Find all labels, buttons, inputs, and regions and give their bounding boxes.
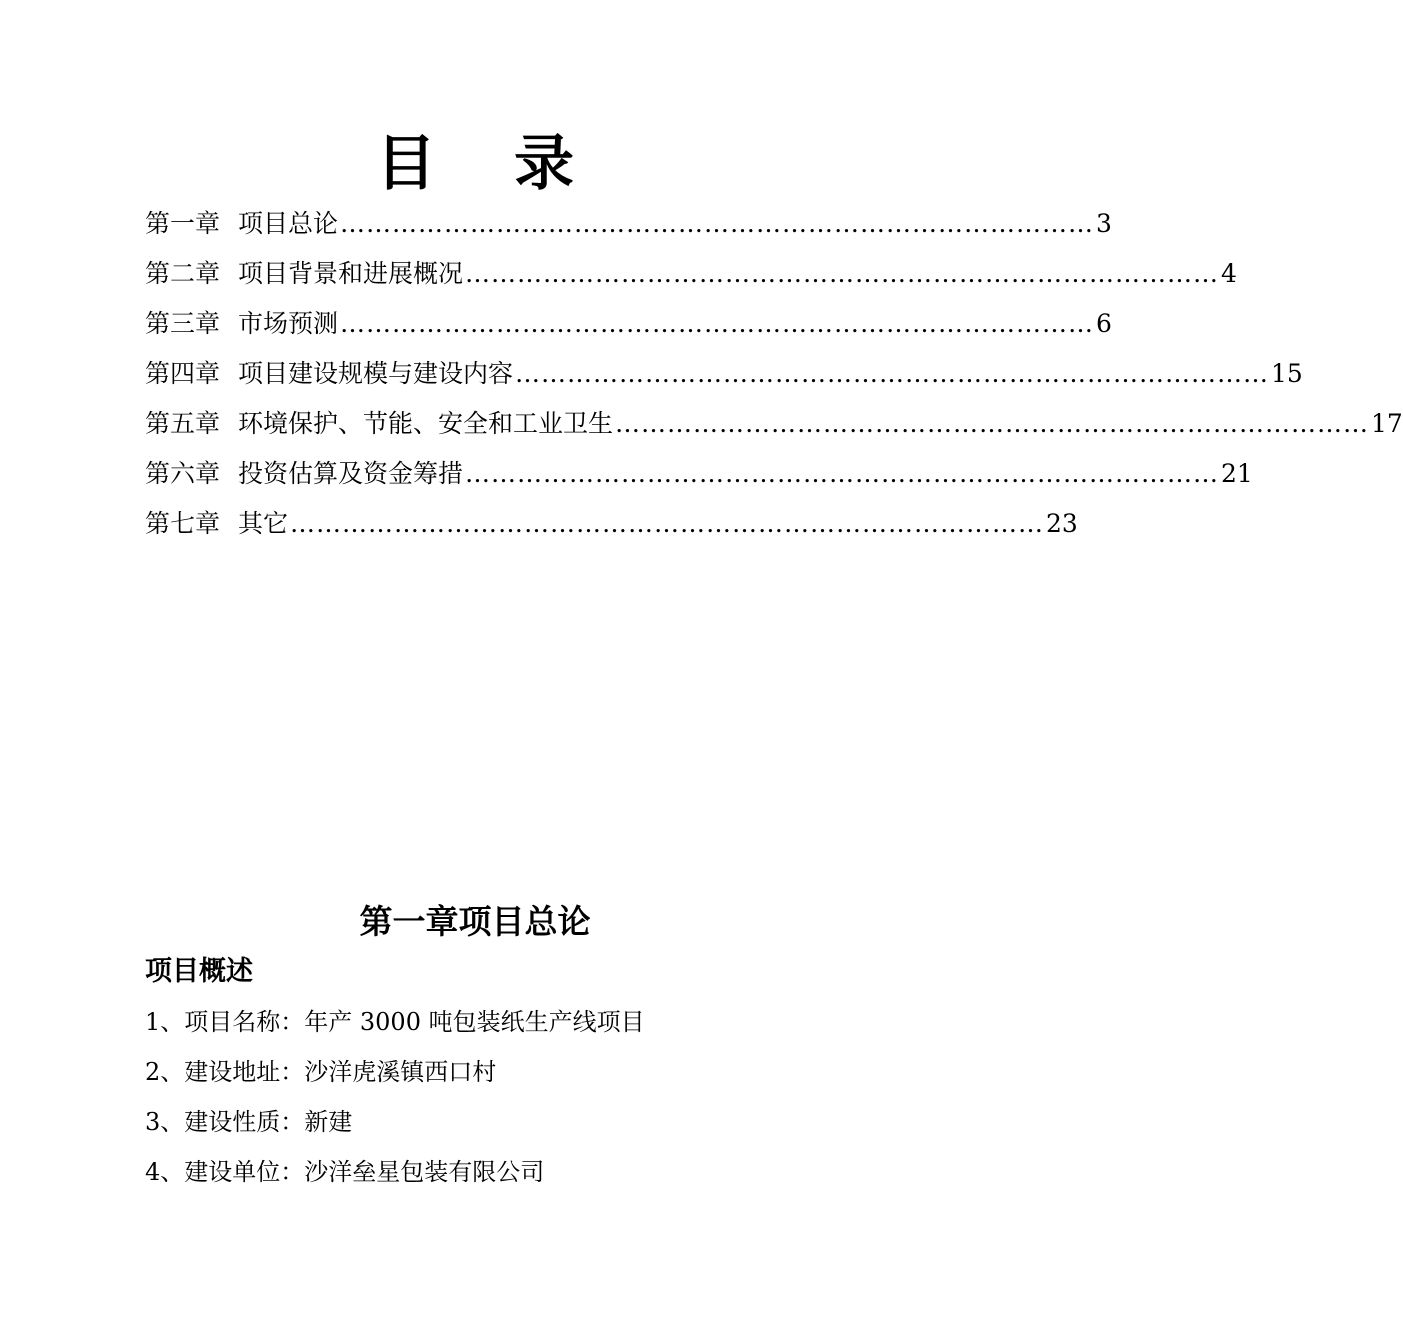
toc-chapter-title: 市场预测 — [238, 309, 339, 338]
overview-item-location: 2、建设地址：沙洋虎溪镇西口村 — [145, 1058, 497, 1086]
toc-chapter-label: 第四章 — [145, 359, 221, 388]
toc-dot-leader: …………………………………………………………………………… — [340, 309, 1095, 338]
toc-page-number: 17 — [1371, 409, 1403, 438]
overview-item-project-name: 1、项目名称：年产 3000 吨包装纸生产线项目 — [145, 1008, 645, 1036]
toc-page-number: 3 — [1096, 209, 1112, 238]
toc-entry-3[interactable] — [145, 304, 1112, 344]
toc-chapter-title: 项目背景和进展概况 — [238, 259, 464, 288]
toc-page-number: 6 — [1096, 309, 1112, 338]
section-heading: 项目概述 — [145, 956, 253, 987]
toc-page-number: 15 — [1271, 359, 1303, 388]
toc-entry-5[interactable] — [145, 404, 1403, 444]
toc-chapter-title: 其它 — [238, 509, 289, 538]
toc-page-number: 23 — [1046, 509, 1078, 538]
toc-title — [0, 126, 950, 202]
toc-chapter-label: 第二章 — [145, 259, 221, 288]
overview-item-company: 4、建设单位：沙洋垒星包装有限公司 — [145, 1158, 545, 1186]
toc-chapter-label: 第一章 — [145, 209, 221, 238]
toc-page-number: 21 — [1221, 459, 1253, 488]
toc-chapter-label: 第三章 — [145, 309, 221, 338]
toc-dot-leader: …………………………………………………………………………… — [465, 459, 1220, 488]
toc-entry-6[interactable] — [145, 454, 1253, 494]
toc-dot-leader: …………………………………………………………………………… — [290, 509, 1045, 538]
toc-dot-leader: …………………………………………………………………………… — [465, 259, 1220, 288]
toc-dot-leader: …………………………………………………………………………… — [615, 409, 1370, 438]
toc-entry-4[interactable] — [145, 354, 1303, 394]
chapter-heading: 第一章项目总论 — [359, 902, 591, 941]
toc-title-char-2: 录 — [514, 129, 574, 199]
toc-chapter-title: 项目建设规模与建设内容 — [238, 359, 514, 388]
toc-chapter-title: 环境保护、节能、安全和工业卫生 — [238, 409, 614, 438]
toc-entry-2[interactable] — [145, 254, 1237, 294]
toc-dot-leader: …………………………………………………………………………… — [340, 209, 1095, 238]
overview-item-nature: 3、建设性质：新建 — [145, 1108, 353, 1136]
toc-entry-1[interactable] — [145, 204, 1112, 244]
toc-dot-leader: …………………………………………………………………………… — [515, 359, 1270, 388]
toc-page-number: 4 — [1221, 259, 1237, 288]
toc-title-char-1: 目 — [376, 129, 436, 199]
toc-chapter-label: 第五章 — [145, 409, 221, 438]
toc-chapter-label: 第六章 — [145, 459, 221, 488]
toc-entry-7[interactable] — [145, 504, 1078, 544]
toc-chapter-title: 投资估算及资金筹措 — [238, 459, 464, 488]
toc-chapter-label: 第七章 — [145, 509, 221, 538]
toc-chapter-title: 项目总论 — [238, 209, 339, 238]
